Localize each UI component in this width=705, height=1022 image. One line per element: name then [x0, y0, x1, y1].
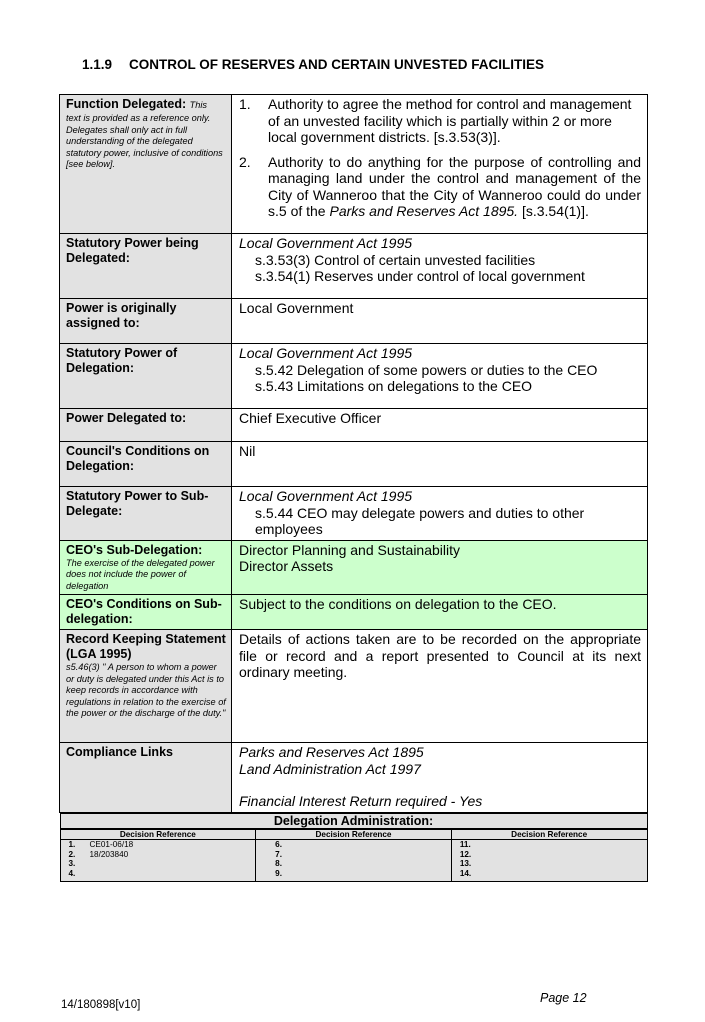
row-function-delegated	[60, 95, 648, 234]
record-keeping-value: Details of actions taken are to be recorded on the appropriate file or record and a report presented to Council at its next ordinary meeting.	[232, 630, 648, 743]
admin-column	[256, 840, 452, 882]
council-conditions-value: Nil	[232, 442, 648, 487]
label-cell	[60, 630, 232, 743]
admin-row-number: 3.	[68, 859, 76, 868]
sub-delegate-officer: Director Assets	[239, 558, 334, 574]
admin-row	[69, 869, 256, 879]
admin-column-header: Decision Reference	[60, 829, 256, 840]
page-number: Page 12	[540, 991, 587, 1005]
admin-row	[275, 850, 451, 860]
function-note-first: This	[189, 100, 207, 110]
ceo-conditions-label: CEO's Conditions on Sub-delegation:	[60, 595, 232, 630]
admin-table	[60, 829, 648, 883]
admin-row	[69, 859, 256, 869]
delegation-table	[59, 94, 648, 882]
row-ceo-sub-delegation	[60, 540, 648, 595]
admin-row	[69, 840, 256, 850]
power-of-delegation-label: Statutory Power of Delegation:	[60, 344, 232, 409]
admin-column	[451, 840, 647, 882]
admin-row-ref: 18/203840	[89, 849, 129, 859]
ceo-sub-delegation-label: CEO's Sub-Delegation:	[66, 542, 203, 557]
admin-row-number: 1.	[68, 840, 76, 849]
admin-row-number: 4.	[68, 868, 76, 878]
admin-row	[275, 840, 451, 850]
originally-assigned-value: Local Government	[232, 299, 648, 344]
originally-assigned-label: Power is originally assigned to:	[60, 299, 232, 344]
value-cell	[232, 95, 648, 234]
admin-row-number: 12.	[459, 849, 472, 859]
admin-row	[460, 869, 647, 879]
statutory-line: s.3.54(1) Reserves under control of local government	[255, 268, 585, 284]
row-sub-delegate	[60, 487, 648, 541]
admin-row-number: 11.	[459, 840, 471, 849]
sub-delegate-label: Statutory Power to Sub-Delegate:	[60, 487, 232, 541]
admin-row	[69, 850, 256, 860]
section-title: CONTROL OF RESERVES AND CERTAIN UNVESTED FACILITIES	[129, 57, 545, 72]
function-item-2	[239, 154, 641, 220]
statutory-power-label: Statutory Power being Delegated:	[60, 234, 232, 299]
compliance-link: Land Administration Act 1997	[239, 760, 421, 777]
act-name: Local Government Act 1995	[239, 235, 413, 251]
section-heading	[82, 57, 544, 72]
item-text: Authority to agree the method for control and management of an unvested facility which is partially within 2 or more local government districts. [s.3.53(3)].	[268, 96, 632, 145]
delegation-line: s.5.42 Delegation of some powers or duties to the CEO	[255, 361, 598, 378]
admin-row	[275, 869, 451, 879]
function-note: text is provided as a reference only. Delegates shall only act in full understanding of the delegated statutory power, inclusive of conditions [see below].	[66, 113, 223, 169]
admin-title: Delegation Administration:	[60, 813, 648, 829]
record-keeping-note	[66, 662, 227, 720]
ceo-sub-delegation-note: The exercise of the delegated power does not include the power of delegation	[66, 557, 215, 591]
act-name: Parks and Reserves Act 1895.	[329, 203, 519, 219]
row-statutory-power	[60, 234, 648, 299]
council-conditions-label: Council's Conditions on Delegation:	[60, 442, 232, 487]
statutory-line: s.3.53(3) Control of certain unvested facilities	[255, 251, 536, 268]
row-power-of-delegation	[60, 344, 648, 409]
admin-row-number: 8.	[275, 859, 282, 868]
act-name: Local Government Act 1995	[239, 345, 413, 361]
function-item-1	[239, 96, 641, 146]
value-cell	[232, 234, 648, 299]
compliance-link: Parks and Reserves Act 1895	[239, 744, 424, 760]
compliance-note: Financial Interest Return required - Yes	[239, 793, 483, 809]
compliance-label: Compliance Links	[60, 743, 232, 813]
row-compliance	[60, 743, 648, 813]
delegation-line: s.5.43 Limitations on delegations to the CEO	[255, 378, 533, 394]
value-cell	[232, 743, 648, 813]
admin-row	[460, 859, 647, 869]
delegated-to-value: Chief Executive Officer	[232, 409, 648, 442]
admin-row	[460, 850, 647, 860]
row-delegated-to	[60, 409, 648, 442]
row-record-keeping	[60, 630, 648, 743]
value-cell	[232, 540, 648, 595]
delegated-to-label: Power Delegated to:	[60, 409, 232, 442]
admin-row	[275, 859, 451, 869]
item-number: 1.	[239, 96, 251, 112]
admin-row-number: 9.	[275, 868, 282, 878]
row-originally-assigned	[60, 299, 648, 344]
item-text-after: [s.3.54(1)].	[521, 203, 589, 219]
act-name: Local Government Act 1995	[239, 488, 413, 504]
record-keeping-label: Record Keeping Statement (LGA 1995)	[66, 632, 226, 661]
row-admin	[60, 812, 648, 882]
item-text	[268, 154, 641, 220]
label-cell	[60, 95, 232, 234]
admin-row-number: 13.	[459, 859, 472, 868]
function-delegated-label: Function Delegated:	[66, 97, 187, 111]
row-ceo-conditions	[60, 595, 648, 630]
value-cell	[232, 344, 648, 409]
document-reference: 14/180898[v10]	[61, 999, 141, 1011]
sub-delegate-line: s.5.44 CEO may delegate powers and duties to other employees	[255, 504, 585, 537]
item-text-before: Authority to do anything for the purpose of controlling and managing land under the control and management of the City of Wanneroo that the City of Wanneroo could do under s.5 of the	[268, 153, 641, 219]
admin-cell	[60, 812, 648, 882]
value-cell	[232, 487, 648, 541]
section-number: 1.1.9	[82, 57, 113, 72]
item-number: 2.	[239, 153, 251, 170]
spacer	[239, 777, 641, 793]
admin-row-number: 6.	[275, 840, 282, 849]
admin-column	[60, 840, 256, 882]
sub-delegate-officer: Director Planning and Sustainability	[239, 541, 461, 558]
label-cell	[60, 540, 232, 595]
row-council-conditions	[60, 442, 648, 487]
admin-row-ref: CE01-06/18	[89, 840, 134, 849]
admin-column-header: Decision Reference	[451, 829, 647, 840]
record-keeping-section: s5.46(3)	[66, 662, 100, 672]
admin-row-number: 2.	[68, 849, 76, 859]
admin-row	[460, 840, 647, 850]
admin-row-number: 14.	[459, 868, 472, 878]
admin-row-number: 7.	[275, 849, 282, 859]
record-keeping-quote: " A person to whom a power or duty is delegated under this Act is to keep records in accordance with regulations in relation to the exercise of the power or the discharge of the duty."	[66, 662, 226, 718]
function-list	[239, 96, 641, 220]
ceo-conditions-value: Subject to the conditions on delegation to the CEO.	[232, 595, 648, 630]
admin-column-header: Decision Reference	[256, 829, 452, 840]
